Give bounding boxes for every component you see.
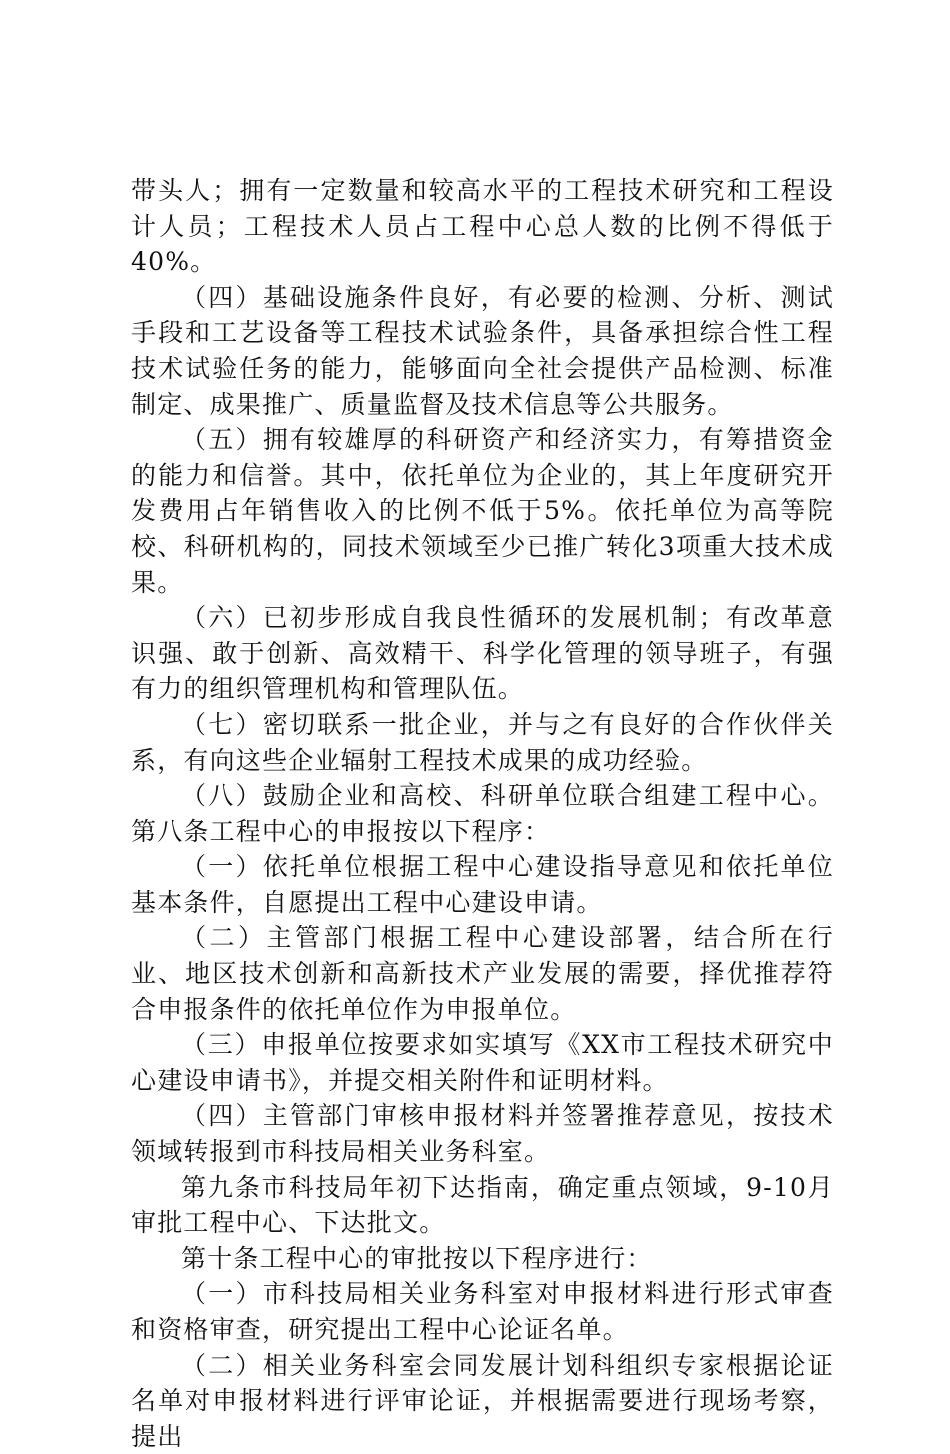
paragraph-13: （一）市科技局相关业务科室对申报材料进行形式审查和资格审查，研究提出工程中心论证名单。 (131, 1279, 834, 1344)
paragraph-10: （四）主管部门审核申报材料并签署推荐意见，按技术领域转报到市科技局相关业务科室。 (131, 1101, 834, 1167)
paragraph-3: （五）拥有较雄厚的科研资产和经济实力，有筹措资金的能力和信誉。其中，依托单位为企业的，其上年度研究开发费用占年销售收入的比例不低于5%。依托单位为高等院校、科研机构的，同技术领域至少已推广转化3项重大技术成果。 (131, 425, 834, 597)
paragraph-6: （八）鼓励企业和高校、科研单位联合组建工程中心。第八条工程中心的申报按以下程序： (131, 781, 834, 846)
paragraph-12: 第十条工程中心的审批按以下程序进行： (181, 1243, 653, 1273)
paragraph-8: （二）主管部门根据工程中心建设部署，结合所在行业、地区技术创新和高新技术产业发展的需要，择优推荐符合申报条件的依托单位作为申报单位。 (131, 923, 834, 1024)
paragraph-7: （一）依托单位根据工程中心建设指导意见和依托单位基本条件，自愿提出工程中心建设申请。 (131, 852, 834, 917)
paragraph-1: 带头人；拥有一定数量和较高水平的工程技术研究和工程设计人员；工程技术人员占工程中心总人数的比例不得低于40%。 (131, 176, 834, 277)
paragraph-2: （四）基础设施条件良好，有必要的检测、分析、测试手段和工艺设备等工程技术试验条件，具备承担综合性工程技术试验任务的能力，能够面向全社会提供产品检测、标准制定、成果推广、质量监督及技术信息等公共服务。 (131, 282, 834, 419)
paragraph-4: （六）已初步形成自我良性循环的发展机制；有改革意识强、敢于创新、高效精干、科学化管理的领导班子，有强有力的组织管理机构和管理队伍。 (131, 603, 834, 704)
paragraph-14: （二）相关业务科室会同发展计划科组织专家根据论证名单对申报材料进行评审论证，并根据需要进行现场考察，提出 (131, 1350, 834, 1451)
document-body (131, 173, 834, 1454)
paragraph-9: （三）申报单位按要求如实填写《XX市工程技术研究中心建设申请书》，并提交相关附件和证明材料。 (131, 1030, 834, 1095)
paragraph-5: （七）密切联系一批企业，并与之有良好的合作伙伴关系，有向这些企业辐射工程技术成果的成功经验。 (131, 709, 834, 775)
paragraph-11: 第九条市科技局年初下达指南，确定重点领域，9-10月审批工程中心、下达批文。 (131, 1172, 834, 1238)
